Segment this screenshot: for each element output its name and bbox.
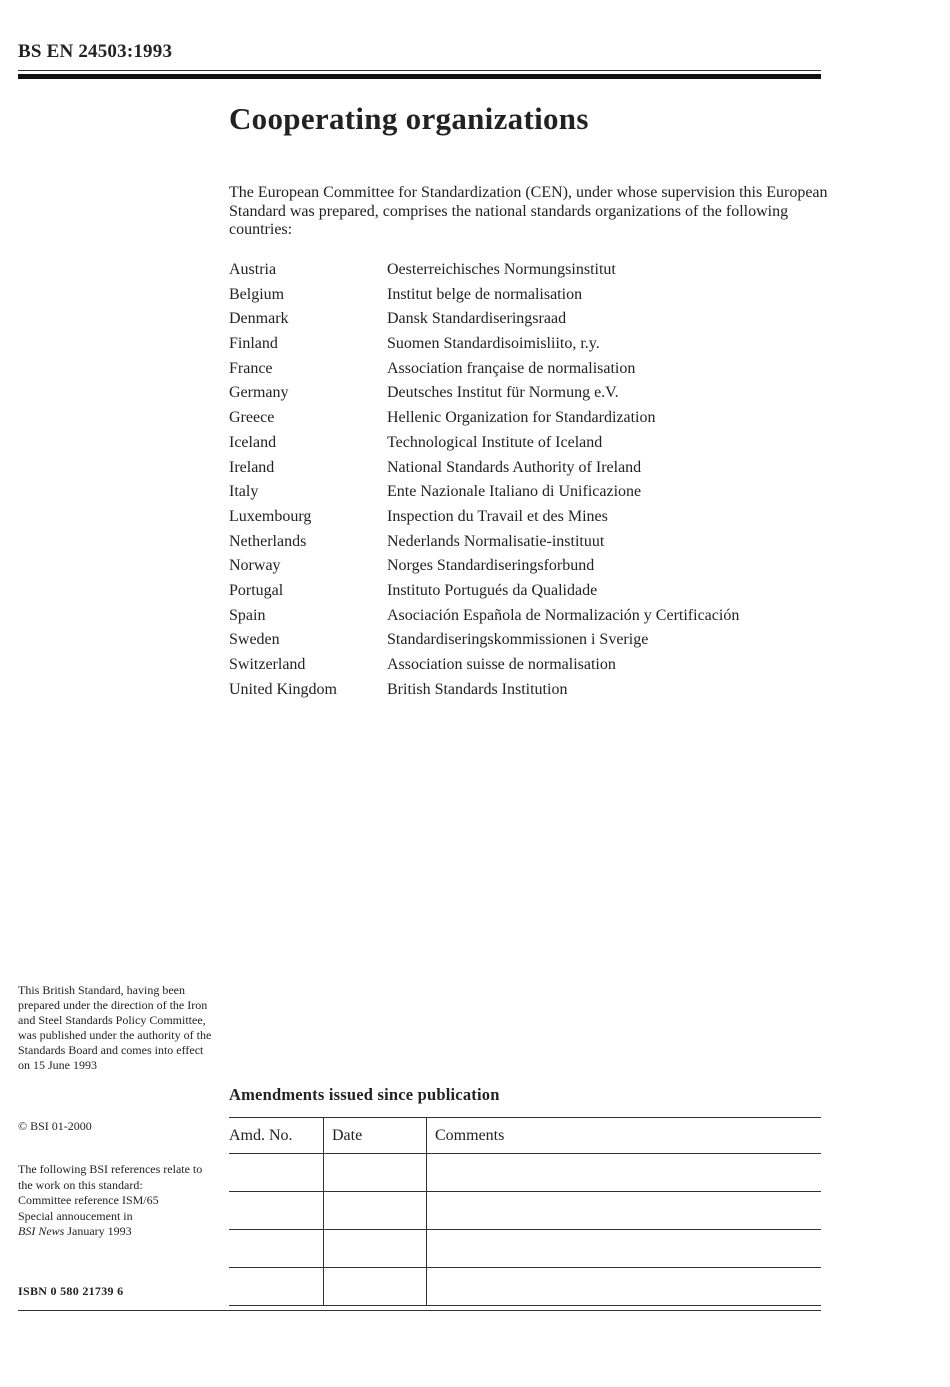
organization-name: Suomen Standardisoimisliito, r.y.: [387, 335, 600, 353]
date-cell: [324, 1268, 427, 1306]
country-name: United Kingdom: [229, 680, 337, 698]
isbn: ISBN 0 580 21739 6: [18, 1284, 124, 1298]
organization-name: Hellenic Organization for Standardization: [387, 409, 656, 427]
country-name: Portugal: [229, 581, 284, 599]
intro-paragraph: The European Committee for Standardization (CEN), under whose supervision this European Standard was prepared, comprises the national standards organizations of the following countries:: [229, 184, 828, 239]
country-name: Luxembourg: [229, 507, 312, 525]
publication-note: This British Standard, having been prepared under the direction of the Iron and Steel Standards Policy Committee, was published under the authority of the Standards Board and comes into effect on 15 June 1993: [18, 983, 212, 1072]
organization-row: [229, 456, 829, 481]
comments-cell: [427, 1230, 822, 1268]
organization-name: Nederlands Normalisatie-instituut: [387, 532, 605, 550]
country-name: Greece: [229, 409, 275, 427]
amendments-title: Amendments issued since publication: [229, 1085, 500, 1104]
special-announcement: Special annoucement in: [18, 1208, 133, 1223]
copyright-notice: © BSI 01-2000: [18, 1119, 92, 1133]
country-name: Belgium: [229, 285, 285, 303]
header-rule-thin: [18, 70, 821, 71]
amendment-row: [229, 1230, 821, 1268]
references-intro: The following BSI references relate to the work on this standard:: [18, 1162, 203, 1192]
country-name: Denmark: [229, 310, 289, 328]
country-name: Netherlands: [229, 532, 307, 550]
date-cell: [324, 1230, 427, 1268]
organization-row: [229, 406, 829, 431]
organization-row: [229, 579, 829, 604]
amd-no-cell: [229, 1268, 324, 1306]
document-code: BS EN 24503:1993: [18, 41, 173, 62]
bsi-news-line: [18, 1224, 213, 1240]
organization-name: Asociación Española de Normalización y Certificación: [387, 606, 740, 624]
footer-rule: [18, 1310, 821, 1311]
organization-row: [229, 283, 829, 308]
organization-name: Instituto Portugués da Qualidade: [387, 581, 598, 599]
organization-name: Association française de normalisation: [387, 359, 636, 377]
date-cell: [324, 1154, 427, 1192]
organization-name: National Standards Authority of Ireland: [387, 458, 642, 476]
amd-no-cell: [229, 1230, 324, 1268]
organization-row: [229, 653, 829, 678]
country-name: Finland: [229, 335, 278, 353]
organization-row: [229, 307, 829, 332]
amd-no-cell: [229, 1192, 324, 1230]
country-name: Iceland: [229, 433, 277, 451]
comments-cell: [427, 1154, 822, 1192]
organization-name: Association suisse de normalisation: [387, 656, 616, 673]
country-name: France: [229, 359, 273, 377]
country-name: Austria: [229, 261, 277, 278]
organization-list: [229, 258, 829, 702]
country-name: Ireland: [229, 458, 275, 476]
comments-cell: [427, 1268, 822, 1306]
bsi-news-date: January 1993: [64, 1224, 132, 1239]
organization-name: British Standards Institution: [387, 680, 568, 698]
organization-row: [229, 258, 829, 283]
organization-row: [229, 530, 829, 555]
organization-row: [229, 628, 829, 653]
organization-row: [229, 554, 829, 579]
organization-name: Oesterreichisches Normungsinstitut: [387, 261, 616, 278]
amendment-row: [229, 1154, 821, 1192]
header-amd-no: Amd. No.: [229, 1118, 324, 1154]
header-comments: Comments: [427, 1118, 822, 1154]
date-cell: [324, 1192, 427, 1230]
organization-row: [229, 332, 829, 357]
organization-name: Inspection du Travail et des Mines: [387, 507, 608, 525]
organization-name: Dansk Standardiseringsraad: [387, 310, 567, 328]
organization-row: [229, 505, 829, 530]
organization-row: [229, 431, 829, 456]
amendments-table: [229, 1117, 821, 1306]
country-name: Germany: [229, 384, 289, 402]
header-rule-thick: [18, 74, 821, 79]
amendments-header-row: [229, 1118, 821, 1154]
organization-row: [229, 480, 829, 505]
country-name: Sweden: [229, 631, 280, 649]
organization-row: [229, 678, 829, 703]
country-name: Spain: [229, 606, 266, 624]
organization-name: Ente Nazionale Italiano di Unificazione: [387, 483, 642, 501]
organization-name: Standardiseringskommissionen i Sverige: [387, 631, 649, 649]
organization-name: Technological Institute of Iceland: [387, 433, 603, 451]
country-name: Norway: [229, 557, 281, 575]
bsi-references: [18, 1162, 213, 1240]
page-title: Cooperating organizations: [229, 101, 589, 136]
country-name: Switzerland: [229, 656, 306, 673]
comments-cell: [427, 1192, 822, 1230]
bsi-news-title: BSI News: [18, 1224, 65, 1239]
organization-name: Norges Standardiseringsforbund: [387, 557, 595, 575]
amd-no-cell: [229, 1154, 324, 1192]
header-date: Date: [324, 1118, 427, 1154]
organization-name: Deutsches Institut für Normung e.V.: [387, 384, 619, 402]
amendment-row: [229, 1192, 821, 1230]
committee-reference: Committee reference ISM/65: [18, 1193, 159, 1208]
organization-name: Institut belge de normalisation: [387, 285, 583, 303]
organization-row: [229, 604, 829, 629]
organization-row: [229, 381, 829, 406]
amendment-row: [229, 1268, 821, 1306]
organization-row: [229, 357, 829, 382]
country-name: Italy: [229, 483, 259, 501]
